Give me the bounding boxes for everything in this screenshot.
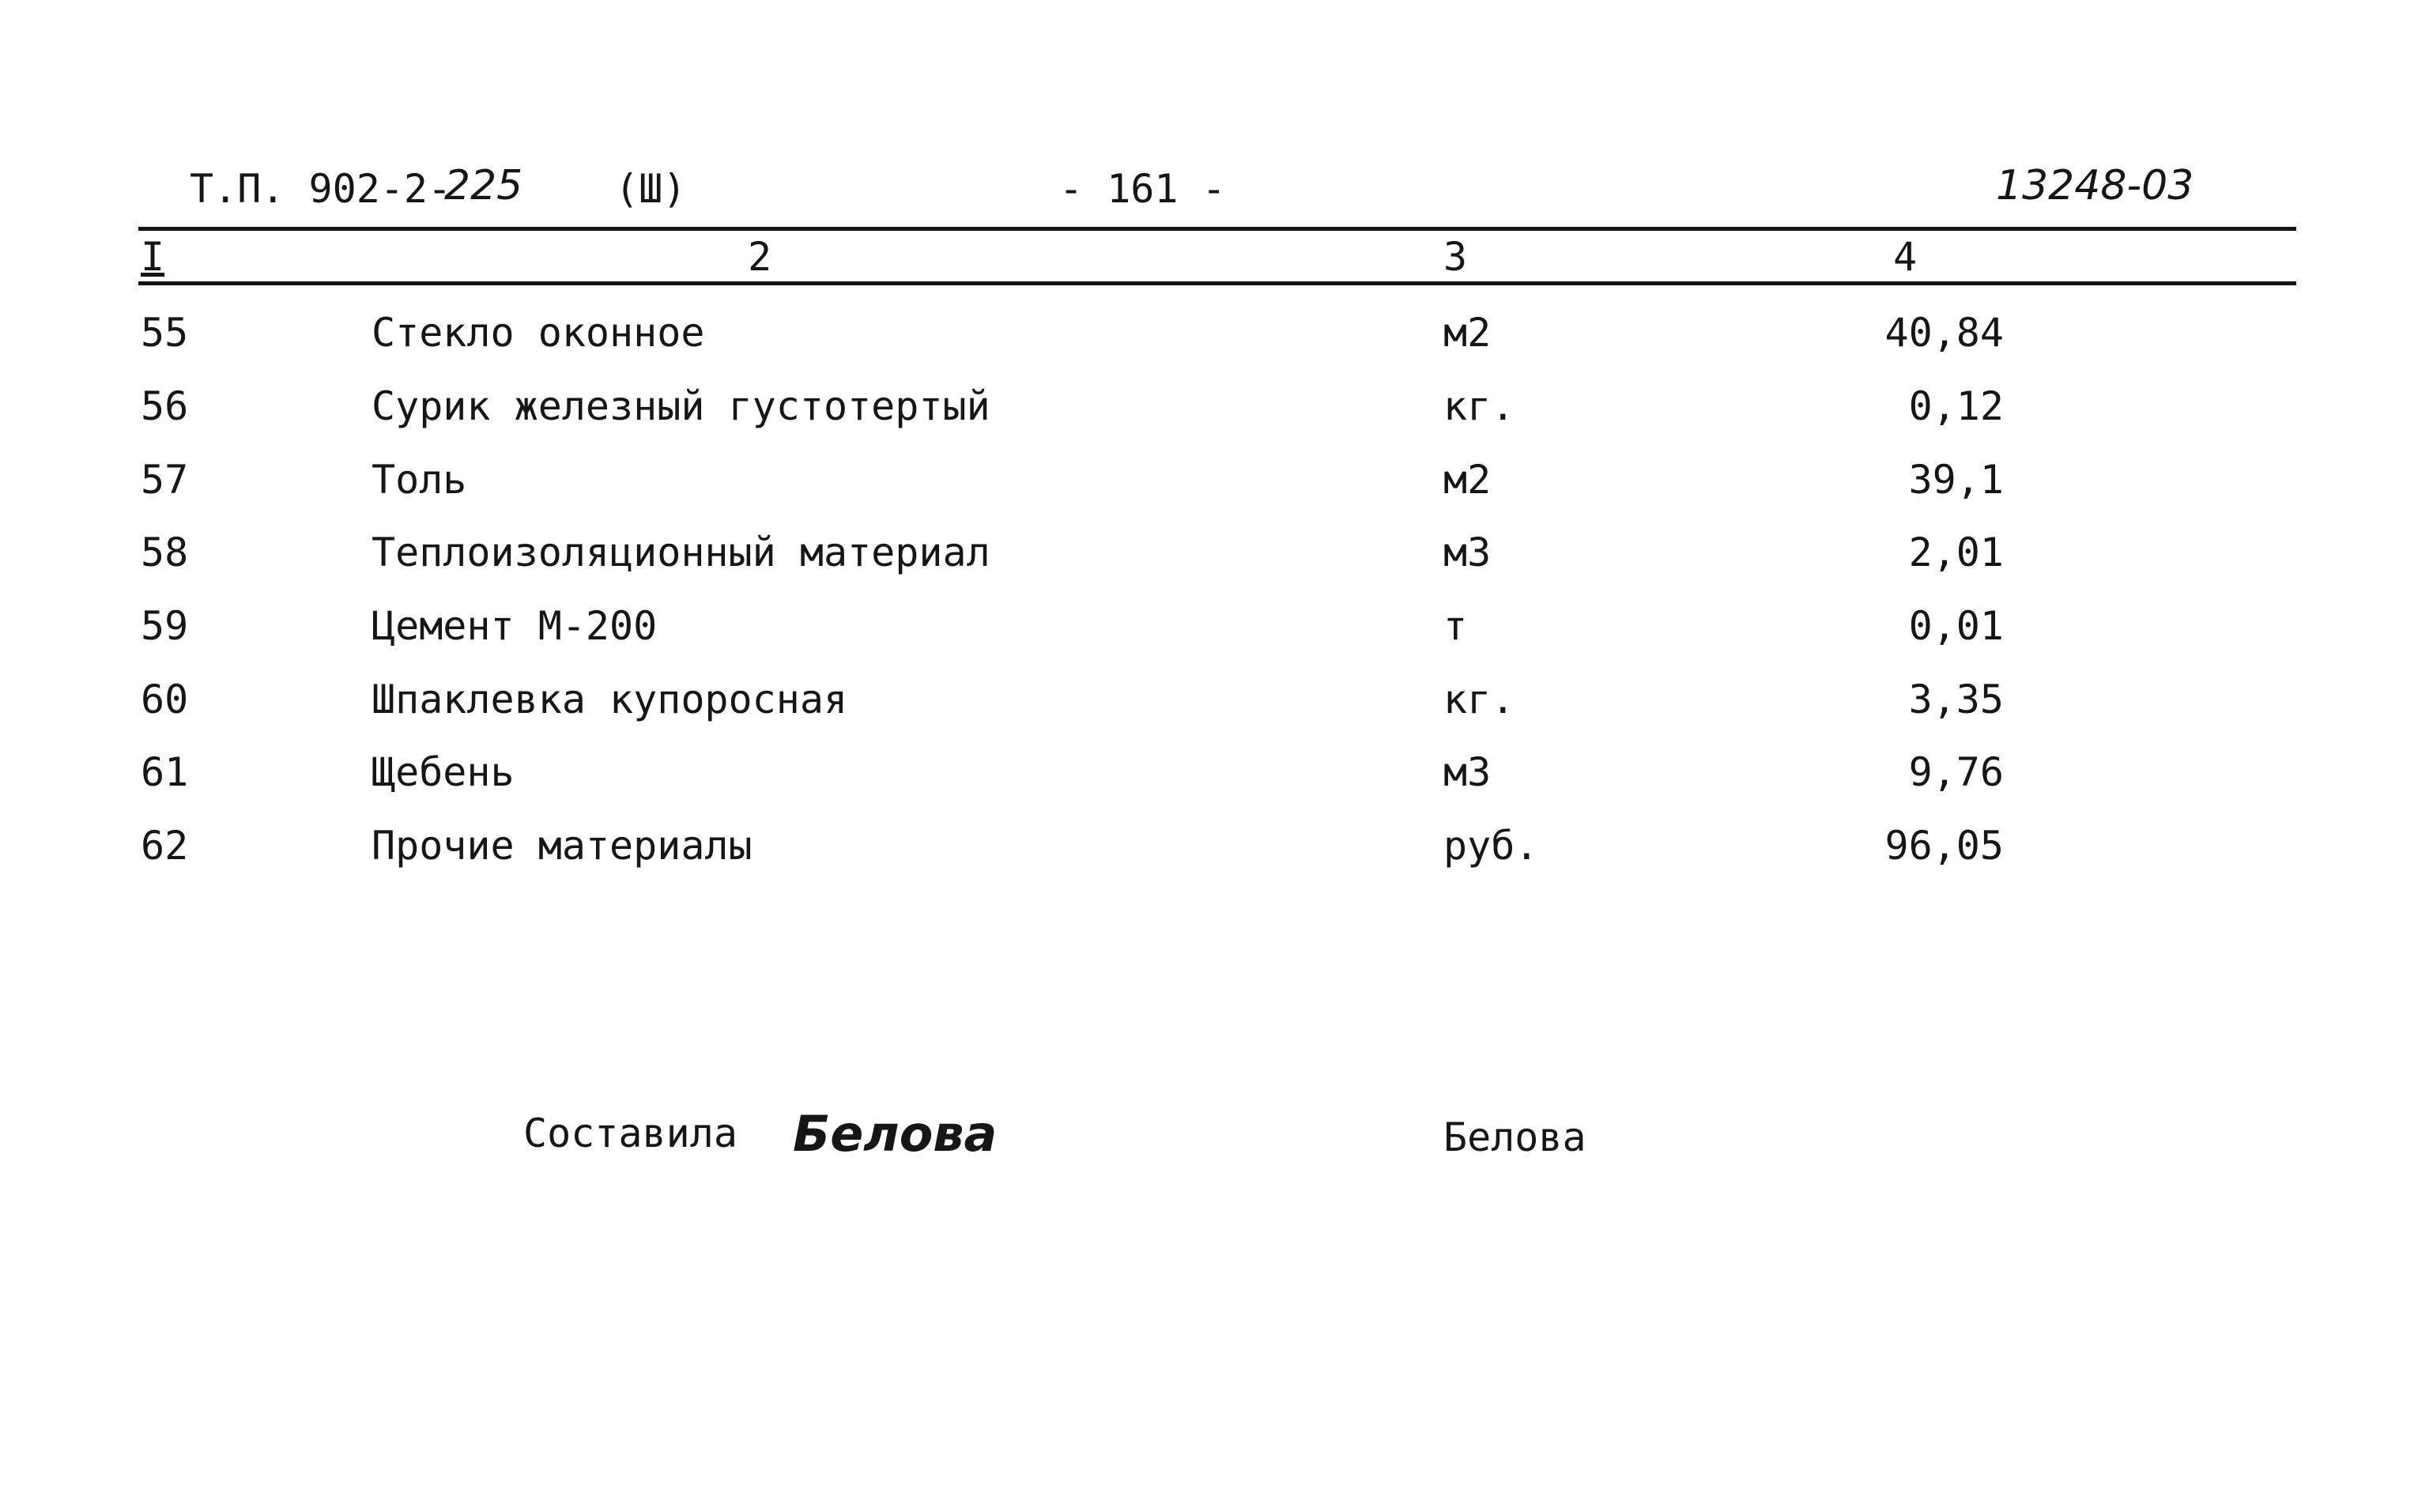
row-number: 57 — [141, 457, 189, 503]
signature: Белова — [793, 1105, 998, 1163]
doc-prefix: Т.П. 902-2- — [190, 166, 452, 212]
doc-section: (Ш) — [615, 166, 687, 212]
material-unit: руб. — [1443, 823, 1539, 869]
material-unit: кг. — [1443, 677, 1515, 722]
material-unit: м3 — [1443, 749, 1492, 795]
material-quantity: 40,84 — [1884, 310, 2004, 356]
material-quantity: 39,1 — [1908, 457, 2004, 503]
row-number: 59 — [141, 603, 189, 649]
material-name: Прочие материалы — [372, 823, 753, 869]
material-name: Толь — [372, 457, 467, 503]
material-name: Сурик железный густотертый — [372, 383, 990, 429]
row-number: 58 — [141, 530, 189, 575]
column-number-3: 3 — [1443, 234, 1468, 280]
material-unit: т — [1443, 603, 1468, 649]
header-rule-top — [138, 227, 2296, 231]
row-number: 62 — [141, 823, 189, 869]
material-quantity: 3,35 — [1908, 677, 2004, 722]
material-name: Стекло оконное — [372, 310, 705, 356]
material-unit: м3 — [1443, 530, 1492, 575]
material-name: Цемент М-200 — [372, 603, 658, 649]
row-number: 55 — [141, 310, 189, 356]
material-name: Щебень — [372, 749, 515, 795]
page-number: - 161 - — [1059, 166, 1226, 212]
doc-code-handwritten: 13248-03 — [1996, 162, 2194, 209]
material-name: Теплоизоляционный материал — [372, 530, 990, 575]
material-quantity: 2,01 — [1908, 530, 2004, 575]
row-number: 56 — [141, 383, 189, 429]
material-quantity: 9,76 — [1908, 749, 2004, 795]
row-number: 61 — [141, 749, 189, 795]
row-number: 60 — [141, 677, 189, 722]
material-unit: м2 — [1443, 310, 1492, 356]
column-number-4: 4 — [1893, 234, 1918, 280]
header-rule-bottom — [138, 281, 2296, 285]
doc-number-handwritten: 225 — [444, 162, 523, 209]
material-unit: м2 — [1443, 457, 1492, 503]
compiled-by-name: Белова — [1443, 1114, 1586, 1160]
column-number-1: I — [141, 234, 165, 280]
material-name: Шпаклевка купоросная — [372, 677, 848, 722]
material-unit: кг. — [1443, 383, 1515, 429]
material-quantity: 96,05 — [1884, 823, 2004, 869]
column-number-2: 2 — [748, 234, 772, 280]
material-quantity: 0,12 — [1908, 383, 2004, 429]
material-quantity: 0,01 — [1908, 603, 2004, 649]
compiled-by-label: Составила — [523, 1110, 737, 1156]
